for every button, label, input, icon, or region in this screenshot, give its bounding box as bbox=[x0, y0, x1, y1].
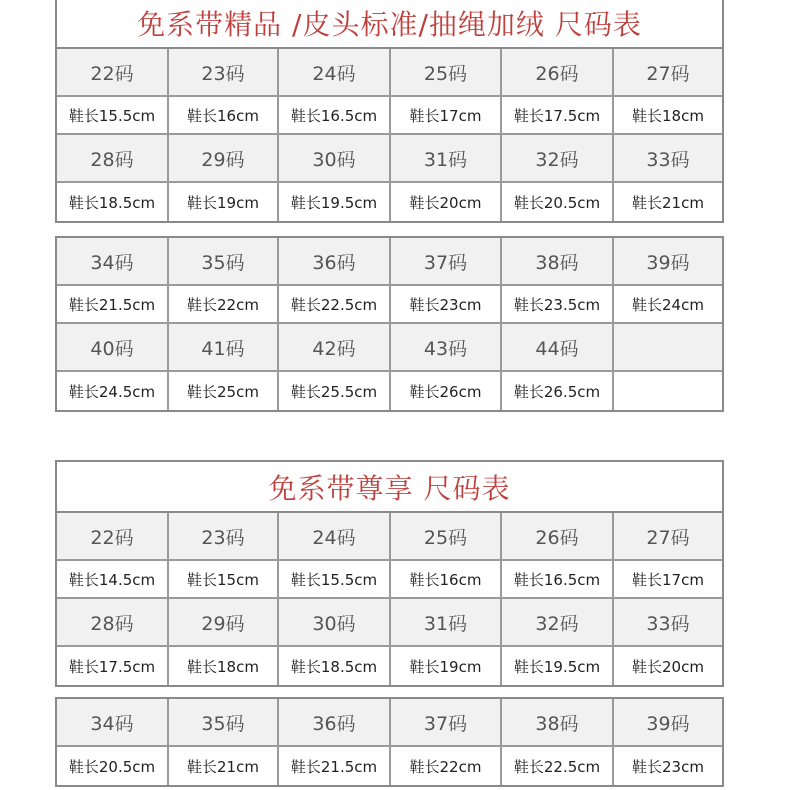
size-chart-premium bbox=[55, 0, 724, 223]
size-label: 34码 bbox=[57, 238, 169, 286]
size-label: 39码 bbox=[614, 238, 722, 286]
shoe-length: 鞋长19cm bbox=[169, 183, 279, 221]
size-label: 32码 bbox=[502, 599, 614, 647]
shoe-length: 鞋长16cm bbox=[169, 97, 279, 135]
shoe-length: 鞋长14.5cm bbox=[57, 561, 169, 599]
size-label: 27码 bbox=[614, 49, 722, 97]
size-label: 43码 bbox=[391, 324, 502, 372]
shoe-length: 鞋长20.5cm bbox=[57, 747, 169, 785]
size-label: 22码 bbox=[57, 513, 169, 561]
shoe-length: 鞋长15.5cm bbox=[279, 561, 391, 599]
shoe-length: 鞋长24.5cm bbox=[57, 372, 169, 410]
shoe-length: 鞋长16cm bbox=[391, 561, 502, 599]
shoe-length: 鞋长26.5cm bbox=[502, 372, 614, 410]
shoe-length: 鞋长22.5cm bbox=[502, 747, 614, 785]
size-label: 23码 bbox=[169, 513, 279, 561]
size-label: 34码 bbox=[57, 699, 169, 747]
size-label: 29码 bbox=[169, 135, 279, 183]
size-label: 38码 bbox=[502, 699, 614, 747]
size-label: 35码 bbox=[169, 699, 279, 747]
shoe-length: 鞋长15cm bbox=[169, 561, 279, 599]
size-label: 38码 bbox=[502, 238, 614, 286]
shoe-length: 鞋长19.5cm bbox=[279, 183, 391, 221]
size-label: 33码 bbox=[614, 135, 722, 183]
size-label: 25码 bbox=[391, 49, 502, 97]
shoe-length: 鞋长23.5cm bbox=[502, 286, 614, 324]
shoe-length: 鞋长19cm bbox=[391, 647, 502, 685]
size-grid bbox=[57, 513, 722, 685]
shoe-length: 鞋长26cm bbox=[391, 372, 502, 410]
size-label: 36码 bbox=[279, 238, 391, 286]
size-label: 36码 bbox=[279, 699, 391, 747]
shoe-length: 鞋长20.5cm bbox=[502, 183, 614, 221]
size-label: 30码 bbox=[279, 135, 391, 183]
shoe-length: 鞋长18cm bbox=[614, 97, 722, 135]
size-label: 37码 bbox=[391, 699, 502, 747]
size-grid bbox=[57, 238, 722, 410]
size-label: 28码 bbox=[57, 135, 169, 183]
shoe-length bbox=[614, 372, 722, 410]
size-chart-premium-large bbox=[55, 236, 724, 412]
shoe-length: 鞋长17cm bbox=[614, 561, 722, 599]
size-label: 22码 bbox=[57, 49, 169, 97]
shoe-length: 鞋长19.5cm bbox=[502, 647, 614, 685]
size-label: 24码 bbox=[279, 49, 391, 97]
shoe-length: 鞋长20cm bbox=[391, 183, 502, 221]
size-label: 29码 bbox=[169, 599, 279, 647]
shoe-length: 鞋长21.5cm bbox=[279, 747, 391, 785]
shoe-length: 鞋长18.5cm bbox=[279, 647, 391, 685]
shoe-length: 鞋长25cm bbox=[169, 372, 279, 410]
size-chart-deluxe bbox=[55, 460, 724, 687]
shoe-length: 鞋长21cm bbox=[169, 747, 279, 785]
size-label: 30码 bbox=[279, 599, 391, 647]
size-chart-deluxe-title: 免系带尊享 尺码表 bbox=[57, 462, 722, 513]
size-label: 37码 bbox=[391, 238, 502, 286]
size-label: 33码 bbox=[614, 599, 722, 647]
size-label: 26码 bbox=[502, 513, 614, 561]
size-label: 23码 bbox=[169, 49, 279, 97]
size-grid bbox=[57, 699, 722, 785]
shoe-length: 鞋长16.5cm bbox=[502, 561, 614, 599]
size-chart-premium-title: 免系带精品 /皮头标准/抽绳加绒 尺码表 bbox=[57, 0, 722, 49]
size-chart-deluxe-large bbox=[55, 697, 724, 787]
size-label: 39码 bbox=[614, 699, 722, 747]
size-label: 40码 bbox=[57, 324, 169, 372]
shoe-length: 鞋长21cm bbox=[614, 183, 722, 221]
shoe-length: 鞋长17.5cm bbox=[57, 647, 169, 685]
size-label: 28码 bbox=[57, 599, 169, 647]
shoe-length: 鞋长15.5cm bbox=[57, 97, 169, 135]
size-label: 44码 bbox=[502, 324, 614, 372]
size-label: 41码 bbox=[169, 324, 279, 372]
shoe-length: 鞋长23cm bbox=[391, 286, 502, 324]
size-label: 31码 bbox=[391, 135, 502, 183]
shoe-length: 鞋长25.5cm bbox=[279, 372, 391, 410]
shoe-length: 鞋长22cm bbox=[391, 747, 502, 785]
shoe-length: 鞋长22.5cm bbox=[279, 286, 391, 324]
shoe-length: 鞋长21.5cm bbox=[57, 286, 169, 324]
shoe-length: 鞋长18cm bbox=[169, 647, 279, 685]
size-label: 25码 bbox=[391, 513, 502, 561]
size-label: 42码 bbox=[279, 324, 391, 372]
size-label: 24码 bbox=[279, 513, 391, 561]
shoe-length: 鞋长24cm bbox=[614, 286, 722, 324]
size-label: 27码 bbox=[614, 513, 722, 561]
size-label: 35码 bbox=[169, 238, 279, 286]
shoe-length: 鞋长22cm bbox=[169, 286, 279, 324]
shoe-length: 鞋长16.5cm bbox=[279, 97, 391, 135]
shoe-length: 鞋长20cm bbox=[614, 647, 722, 685]
size-grid bbox=[57, 49, 722, 221]
shoe-length: 鞋长23cm bbox=[614, 747, 722, 785]
size-label: 31码 bbox=[391, 599, 502, 647]
shoe-length: 鞋长17cm bbox=[391, 97, 502, 135]
size-label: 32码 bbox=[502, 135, 614, 183]
size-label: 26码 bbox=[502, 49, 614, 97]
size-label bbox=[614, 324, 722, 372]
shoe-length: 鞋长18.5cm bbox=[57, 183, 169, 221]
shoe-length: 鞋长17.5cm bbox=[502, 97, 614, 135]
